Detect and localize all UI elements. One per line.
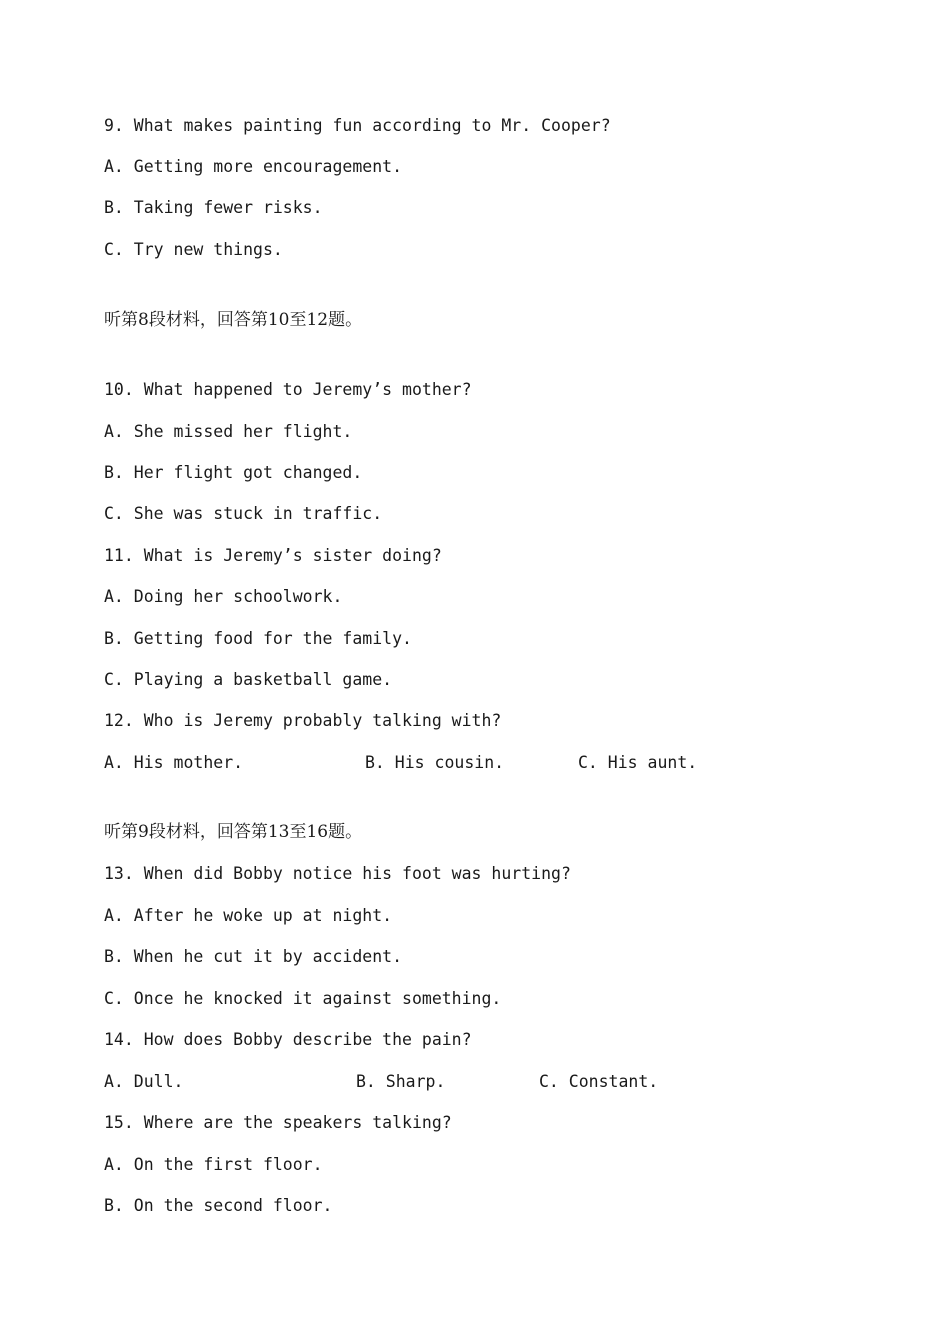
question-13-option-a: A. After he woke up at night.	[104, 906, 393, 925]
section-9-instruction: 听第9段材料，回答第13至16题。	[104, 822, 363, 842]
question-10-option-a: A. She missed her flight.	[104, 422, 353, 441]
question-14-option-a: A. Dull.	[104, 1072, 184, 1091]
question-11-option-a: A. Doing her schoolwork.	[104, 587, 343, 606]
section-8-instruction: 听第8段材料，回答第10至12题。	[104, 310, 363, 330]
question-12-option-c: C. His aunt.	[578, 753, 698, 772]
question-13-option-c: C. Once he knocked it against something.	[104, 989, 502, 1008]
question-14: 14. How does Bobby describe the pain?	[104, 1030, 472, 1049]
question-11-option-c: C. Playing a basketball game.	[104, 670, 393, 689]
question-12-option-a: A. His mother.	[104, 753, 244, 772]
question-15-option-a: A. On the first floor.	[104, 1155, 323, 1174]
question-13-option-b: B. When he cut it by accident.	[104, 947, 403, 966]
question-9: 9. What makes painting fun according to Mr. Cooper?	[104, 116, 611, 135]
question-9-option-a: A. Getting more encouragement.	[104, 157, 403, 176]
question-11: 11. What is Jeremy’s sister doing?	[104, 546, 442, 565]
question-14-option-c: C. Constant.	[539, 1072, 659, 1091]
question-15-option-b: B. On the second floor.	[104, 1196, 333, 1215]
question-12-option-b: B. His cousin.	[365, 753, 505, 772]
question-9-option-c: C. Try new things.	[104, 240, 283, 259]
question-13: 13. When did Bobby notice his foot was hurting?	[104, 864, 571, 883]
question-9-option-b: B. Taking fewer risks.	[104, 198, 323, 217]
question-10-option-c: C. She was stuck in traffic.	[104, 504, 383, 523]
question-10: 10. What happened to Jeremy’s mother?	[104, 380, 472, 399]
question-11-option-b: B. Getting food for the family.	[104, 629, 412, 648]
question-10-option-b: B. Her flight got changed.	[104, 463, 363, 482]
question-15: 15. Where are the speakers talking?	[104, 1113, 452, 1132]
question-14-option-b: B. Sharp.	[356, 1072, 446, 1091]
question-12: 12. Who is Jeremy probably talking with?	[104, 711, 502, 730]
